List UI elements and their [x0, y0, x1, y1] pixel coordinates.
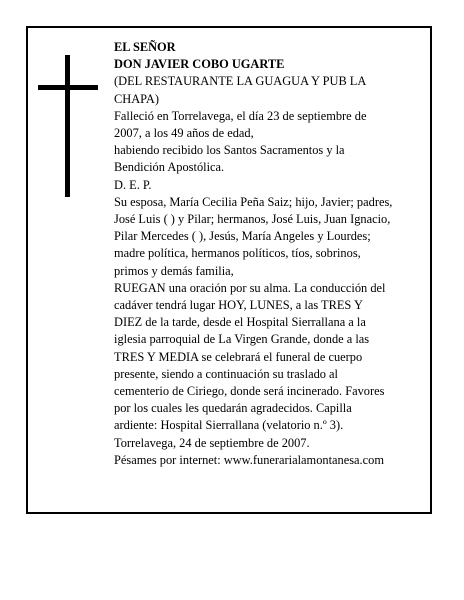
- obituary-title-line-1: EL SEÑOR: [114, 40, 176, 54]
- cross-icon: [38, 55, 98, 197]
- obituary-line: DIEZ de la tarde, desde el Hospital Sierrallana a la: [114, 315, 366, 330]
- obituary-line: cadáver tendrá lugar HOY, LUNES, a las TRES Y: [114, 298, 363, 313]
- obituary-line: Su esposa, María Cecilia Peña Saiz; hijo, Javier; padres,: [114, 194, 393, 209]
- obituary-line: Torrelavega, 24 de septiembre de 2007.: [114, 435, 310, 450]
- obituary-line: presente, siendo a continuación su traslado al: [114, 366, 338, 381]
- cross-vertical-bar: [65, 55, 70, 197]
- obituary-line: iglesia parroquial de La Virgen Grande, donde a las: [114, 332, 370, 347]
- obituary-line: TRES Y MEDIA se celebrará el funeral de cuerpo: [114, 349, 363, 364]
- obituary-text: [114, 39, 406, 469]
- obituary-line: (DEL RESTAURANTE LA GUAGUA Y PUB LA: [114, 74, 367, 89]
- cross-horizontal-bar: [38, 85, 98, 90]
- obituary-line: habiendo recibido los Santos Sacramentos y la: [114, 143, 345, 158]
- obituary-line: ardiente: Hospital Sierrallana (velatorio n.º 3).: [114, 418, 344, 433]
- obituary-line: D. E. P.: [114, 177, 152, 192]
- obituary-line: CHAPA): [114, 91, 159, 106]
- obituary-name: DON JAVIER COBO UGARTE: [114, 57, 285, 72]
- obituary-line: Bendición Apostólica.: [114, 160, 225, 175]
- obituary-line: RUEGAN una oración por su alma. La conducción del: [114, 280, 386, 295]
- obituary-line: madre política, hermanos políticos, tíos, sobrinos,: [114, 246, 361, 261]
- obituary-line: José Luis ( ) y Pilar; hermanos, José Luis, Juan Ignacio,: [114, 212, 391, 227]
- obituary-line: 2007, a los 49 años de edad,: [114, 126, 254, 141]
- obituary-line: Falleció en Torrelavega, el día 23 de septiembre de: [114, 108, 367, 123]
- obituary-line: Pésames por internet: www.funerarialamontanesa.com: [114, 452, 384, 467]
- obituary-line: cementerio de Ciriego, donde será incinerado. Favores: [114, 384, 385, 399]
- obituary-line: primos y demás familia,: [114, 263, 234, 278]
- obituary-line: Pilar Mercedes ( ), Jesús, María Angeles y Lourdes;: [114, 229, 371, 244]
- obituary-line: por los cuales les quedarán agradecidos. Capilla: [114, 401, 352, 416]
